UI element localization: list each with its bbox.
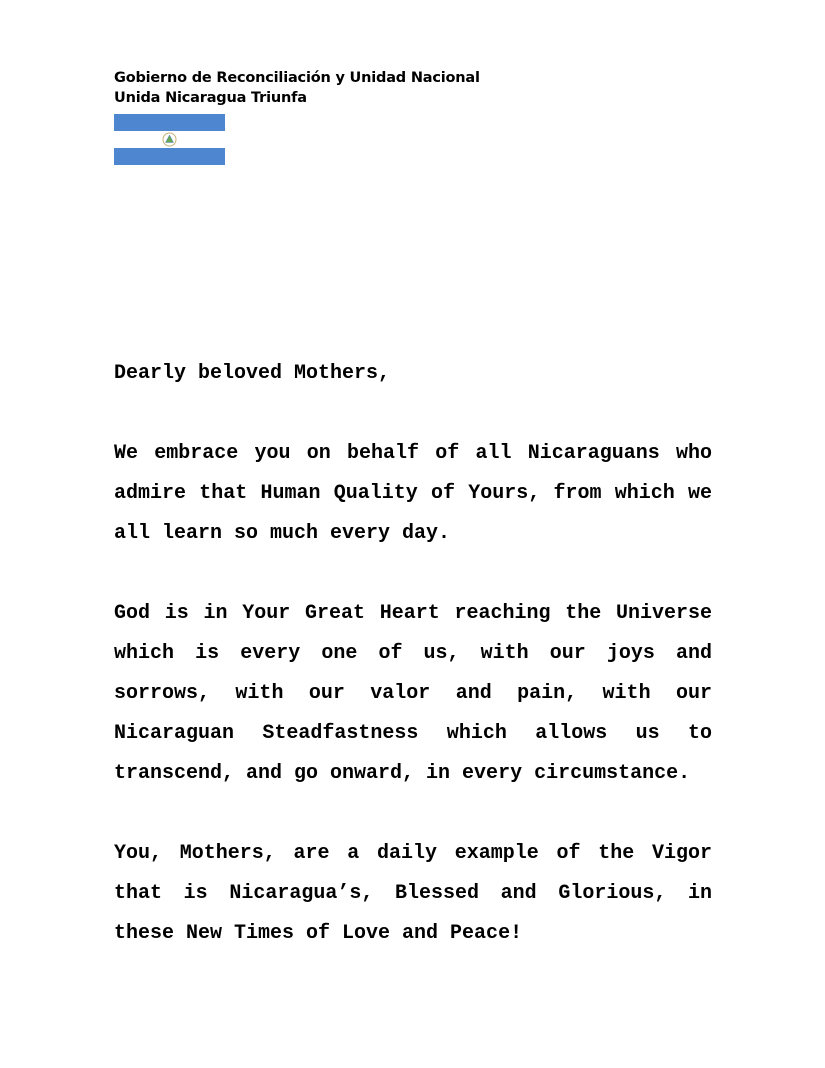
paragraph-3: You, Mothers, are a daily example of the Vigor that is Nicaragua’s, Blessed and Glorious, in these New Times of Love and Peace! xyxy=(114,842,712,945)
government-name: Gobierno de Reconciliación y Unidad Nacional xyxy=(114,70,480,86)
nicaragua-flag-icon xyxy=(114,114,225,165)
government-slogan: Unida Nicaragua Triunfa xyxy=(114,90,307,106)
letterhead xyxy=(114,68,480,108)
flag-top-stripe xyxy=(114,114,225,131)
salutation: Dearly beloved Mothers, xyxy=(114,362,391,385)
paragraph-2: God is in Your Great Heart reaching the Universe which is every one of us, with our joys and sorrows, with our valor and pain, with our Nicaraguan Steadfastness which allows us to transcend, and go onward, in every circumstance. xyxy=(114,602,712,785)
letter-body xyxy=(114,354,712,954)
flag-bottom-stripe xyxy=(114,148,225,165)
paragraph-1: We embrace you on behalf of all Nicaraguans who admire that Human Quality of Yours, from which we all learn so much every day. xyxy=(114,442,712,545)
